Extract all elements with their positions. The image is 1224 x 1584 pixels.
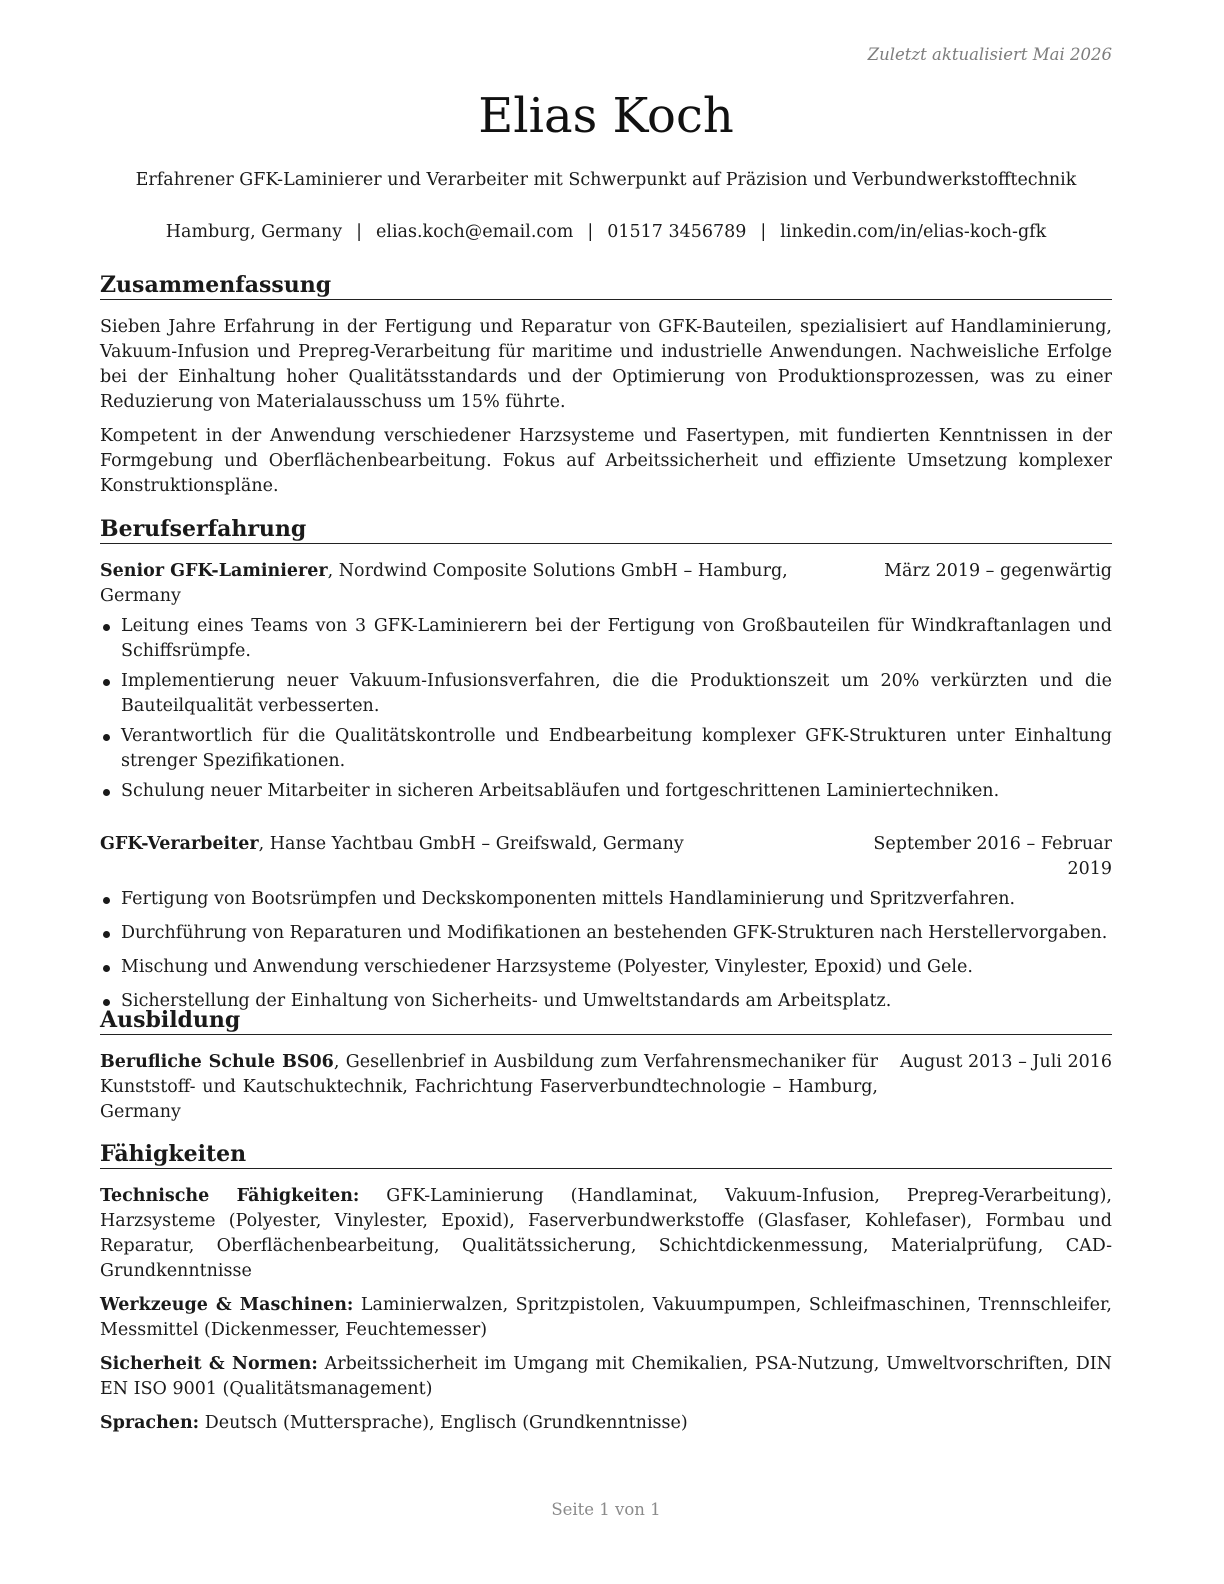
section-title-skills: Fähigkeiten (100, 1140, 1112, 1169)
education-detail: , Gesellenbrief in Ausbildung zum Verfahrensmechaniker für Kunststoff- und Kautschuktechnik, Fachrichtung Faserverbundtechnologie – Hamburg, Germany (100, 1052, 878, 1122)
job-header (100, 832, 1112, 879)
summary-paragraph: Sieben Jahre Erfahrung in der Fertigung und Reparatur von GFK-Bauteilen, spezialisiert auf Handlaminierung, Vakuum-Infusion und Prepreg-Verarbeitung für maritime und industrielle Anwendungen. Nachweisliche Erfolge bei der Einhaltung hoher Qualitätsstandards und der Optimierung von Produktionsprozessen, was zu einer Reduzierung von Materialausschuss um 15% führte. (100, 317, 1112, 412)
skill-item (100, 1352, 1112, 1402)
bullet-text: Mischung und Anwendung verschiedener Harzsysteme (Polyester, Vinylester, Epoxid) und Gele. (121, 957, 973, 977)
skill-text: Arbeitssicherheit im Umgang mit Chemikalien, PSA-Nutzung, Umweltvorschriften, DIN EN ISO 9001 (Qualitätsmanagement) (100, 1354, 1112, 1399)
job-bullets (100, 614, 1112, 804)
education-entry (100, 1050, 1112, 1125)
list-item (100, 955, 1112, 980)
summary-paragraph: Kompetent in der Anwendung verschiedener Harzsysteme und Fasertypen, mit fundierten Kenntnissen in der Formgebung und Oberflächenbearbeitung. Fokus auf Arbeitssicherheit und effiziente Umsetzung komplexer Konstruktionspläne. (100, 426, 1112, 496)
section-title-summary: Zusammenfassung (100, 271, 1112, 300)
bullet-icon (103, 679, 110, 686)
skill-label: Technische Fähigkeiten: (100, 1186, 360, 1206)
contact-linkedin[interactable]: linkedin.com/in/elias-koch-gfk (780, 222, 1047, 242)
page-number: Seite 1 von 1 (551, 1500, 661, 1519)
section-title-education: Ausbildung (100, 1006, 1112, 1035)
list-item (100, 614, 1112, 664)
bullet-icon (103, 789, 110, 796)
bullet-text: Schulung neuer Mitarbeiter in sicheren Arbeitsabläufen und fortgeschrittenen Laminiertechniken. (121, 781, 1000, 801)
skill-label: Sicherheit & Normen: (100, 1354, 318, 1374)
last-updated: Zuletzt aktualisiert Mai 2026 (867, 45, 1112, 64)
job-company: , Nordwind Composite Solutions GmbH – Hamburg, Germany (100, 561, 788, 606)
skill-item (100, 1293, 1112, 1343)
resume-page (100, 0, 1112, 1584)
skill-label: Sprachen: (100, 1413, 200, 1433)
skill-item (100, 1411, 1112, 1436)
list-item (100, 921, 1112, 946)
bullet-icon (103, 734, 110, 741)
skill-text: GFK-Laminierung (Handlaminat, Vakuum-Infusion, Prepreg-Verarbeitung), Harzsysteme (Polyester, Vinylester, Epoxid), Faserverbundwerkstoffe (Glasfaser, Kohlefaser), Formbau und Reparatur, Oberflächenbearbeitung, Qualitätssicherung, Schichtdickenmessung, Materialprüfung, CAD-Grundkenntnisse (100, 1186, 1112, 1281)
education-section (100, 1006, 1112, 1125)
skill-item (100, 1184, 1112, 1284)
contact-separator: | (587, 222, 594, 242)
contact-separator: | (760, 222, 767, 242)
bullet-icon (103, 624, 110, 631)
job-role: Senior GFK-Laminierer (100, 561, 328, 581)
job-company: , Hanse Yachtbau GmbH – Greifswald, Germany (258, 834, 684, 854)
bullet-text: Sicherstellung der Einhaltung von Sicherheits- und Umweltstandards am Arbeitsplatz. (121, 991, 892, 1011)
bullet-text: Durchführung von Reparaturen und Modifikationen an bestehenden GFK-Strukturen nach Herstellervorgaben. (121, 923, 1108, 943)
job-role: GFK-Verarbeiter (100, 834, 259, 854)
contact-location: Hamburg, Germany (165, 222, 343, 242)
list-item (100, 779, 1112, 804)
list-item (100, 887, 1112, 912)
skills-section (100, 1140, 1112, 1436)
school-name: Berufliche Schule BS06 (100, 1052, 334, 1072)
job-date: März 2019 – gegenwärtig (884, 561, 1112, 581)
job-header (100, 559, 1112, 609)
skill-label: Werkzeuge & Maschinen: (100, 1295, 354, 1315)
bullet-text: Verantwortlich für die Qualitätskontrolle und Endbearbeitung komplexer GFK-Strukturen unter Einhaltung strenger Spezifikationen. (121, 726, 1112, 771)
tagline: Erfahrener GFK-Laminierer und Verarbeiter mit Schwerpunkt auf Präzision und Verbundwerkstofftechnik (135, 170, 1077, 190)
list-item (100, 669, 1112, 719)
contact-phone[interactable]: 01517 3456789 (607, 222, 747, 242)
bullet-icon (103, 897, 110, 904)
list-item (100, 724, 1112, 774)
contact-email[interactable]: elias.koch@email.com (376, 222, 574, 242)
candidate-name: Elias Koch (478, 88, 734, 144)
experience-section (100, 515, 1112, 1014)
bullet-text: Fertigung von Bootsrümpfen und Deckskomponenten mittels Handlaminierung und Spritzverfahren. (121, 889, 1016, 909)
education-date: August 2013 – Juli 2016 (900, 1052, 1112, 1072)
bullet-text: Leitung eines Teams von 3 GFK-Laminierern bei der Fertigung von Großbauteilen für Windkraftanlagen und Schiffsrümpfe. (121, 616, 1112, 661)
bullet-icon (103, 965, 110, 972)
job-date: September 2016 – Februar 2019 (873, 834, 1112, 879)
contact-line (100, 219, 1112, 245)
job-bullets (100, 887, 1112, 1014)
contact-separator: | (356, 222, 362, 242)
bullet-icon (103, 931, 110, 938)
bullet-text: Implementierung neuer Vakuum-Infusionsverfahren, die die Produktionszeit um 20% verkürzten und die Bauteilqualität verbesserten. (121, 671, 1112, 716)
bullet-icon (103, 999, 110, 1006)
section-title-experience: Berufserfahrung (100, 515, 1112, 544)
skill-text: Deutsch (Muttersprache), Englisch (Grundkenntnisse) (199, 1413, 688, 1433)
summary-section (100, 271, 1112, 499)
skill-text: Laminierwalzen, Spritzpistolen, Vakuumpumpen, Schleifmaschinen, Trennschleifer, Messmittel (Dickenmesser, Feuchtemesser) (100, 1295, 1112, 1340)
